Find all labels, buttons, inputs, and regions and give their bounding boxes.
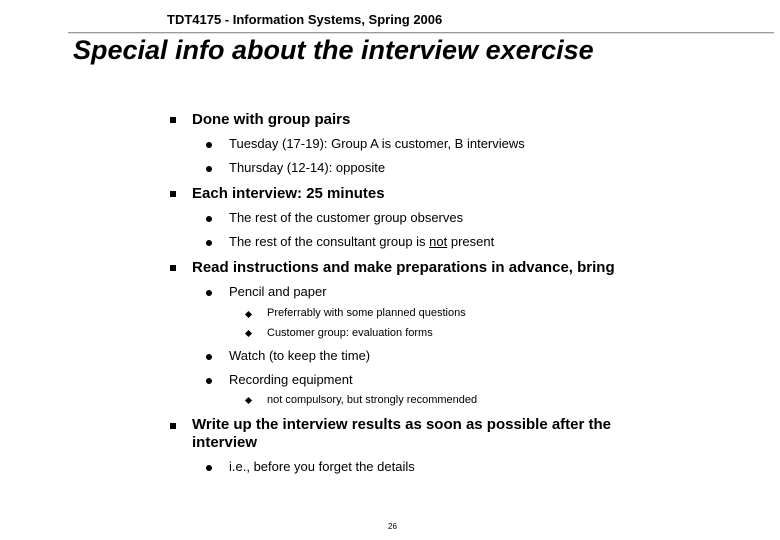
text-fragment: present (447, 234, 495, 249)
round-bullet-icon (206, 465, 212, 471)
round-bullet-icon (206, 216, 212, 222)
text-fragment: The rest of the consultant group is (229, 234, 430, 249)
underlined-word: not (429, 234, 448, 249)
round-bullet-icon (206, 354, 212, 360)
sub-bullet-customer-observes: The rest of the customer group observes (229, 210, 464, 225)
square-bullet-icon (170, 265, 176, 271)
round-bullet-icon (206, 290, 212, 296)
round-bullet-icon (206, 240, 212, 246)
sub-bullet-recording-equipment: Recording equipment (229, 372, 353, 387)
bullet-read-instructions: Read instructions and make preparations in advance, bring (192, 259, 615, 276)
sub-sub-bullet-evaluation-forms: Customer group: evaluation forms (267, 327, 433, 339)
bullet-interview-length: Each interview: 25 minutes (192, 185, 385, 202)
page-number: 26 (388, 522, 397, 531)
sub-bullet-before-forget: i.e., before you forget the details (229, 459, 415, 474)
sub-bullet-tuesday: Tuesday (17-19): Group A is customer, B interviews (229, 136, 525, 151)
sub-bullet-watch: Watch (to keep the time) (229, 348, 371, 363)
square-bullet-icon (170, 117, 176, 123)
diamond-bullet-icon (245, 311, 252, 318)
diamond-bullet-icon (245, 397, 252, 404)
slide-title: Special info about the interview exercise (73, 35, 594, 65)
diamond-bullet-icon (245, 330, 252, 337)
bullet-write-up-results: Write up the interview results as soon as possible after the interview (192, 416, 612, 451)
square-bullet-icon (170, 191, 176, 197)
sub-bullet-consultant-not-present (229, 234, 494, 249)
round-bullet-icon (206, 378, 212, 384)
sub-sub-bullet-planned-questions: Preferrably with some planned questions (267, 307, 466, 319)
sub-bullet-thursday: Thursday (12-14): opposite (229, 160, 386, 175)
square-bullet-icon (170, 423, 176, 429)
round-bullet-icon (206, 166, 212, 172)
round-bullet-icon (206, 142, 212, 148)
course-header: TDT4175 - Information Systems, Spring 2006 (167, 12, 443, 27)
header-divider (68, 32, 774, 34)
bullet-group-pairs: Done with group pairs (192, 111, 351, 128)
sub-bullet-pencil-paper: Pencil and paper (229, 284, 327, 299)
sub-sub-bullet-not-compulsory: not compulsory, but strongly recommended (267, 394, 478, 406)
